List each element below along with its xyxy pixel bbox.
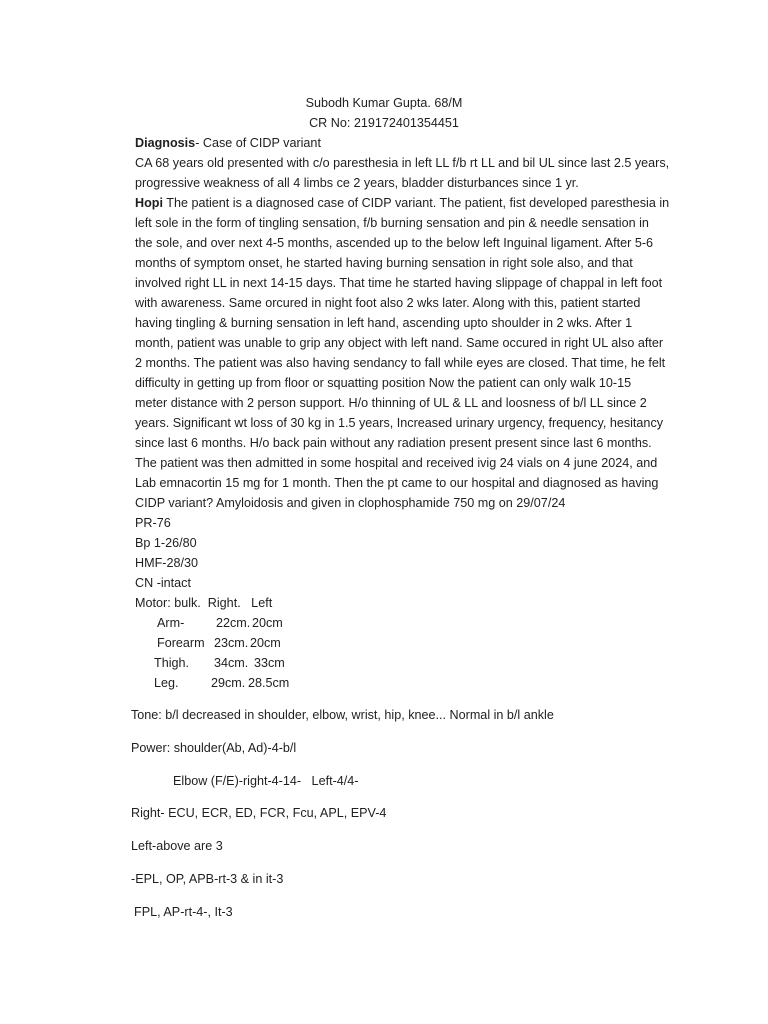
- diagnosis-line: [135, 133, 321, 153]
- hopi-line: months of symptom onset, he started having burning sensation in right sole also, and that: [135, 256, 633, 270]
- diagnosis-text: - Case of CIDP variant: [195, 136, 321, 150]
- vital-cn: CN -intact: [135, 576, 191, 590]
- motor-row-left: 28.5cm: [248, 676, 290, 690]
- hopi-line: The patient was then admitted in some hospital and received ivig 24 vials on 4 june 2024, and: [135, 456, 658, 470]
- diagnosis-label: Diagnosis: [135, 136, 196, 150]
- hopi-line: Lab emnacortin 15 mg for 1 month. Then the pt came to our hospital and diagnosed as having: [135, 476, 659, 490]
- hopi-line: 2 months. The patient was also having sendancy to fall while eyes are closed. That time, he felt: [135, 356, 666, 370]
- hopi-line: month, patient was unable to grip any object with left nand. Same occured in right UL also after: [135, 336, 664, 350]
- motor-row-right: 22cm.: [216, 616, 251, 630]
- power-line: Power: shoulder(Ab, Ad)-4-b/l: [131, 741, 297, 755]
- hopi-line: left sole in the form of tingling sensation, f/b burning sensation and pin & needle sensation in: [135, 216, 649, 230]
- hopi-line: involved right LL in next 14-15 days. That time he started having slippage of chappal in left foot: [135, 276, 663, 290]
- motor-row-part: Leg.: [154, 676, 179, 690]
- motor-row-left: 20cm: [252, 616, 283, 630]
- motor-row-right: 23cm.: [214, 636, 249, 650]
- summary-line: progressive weakness of all 4 limbs ce 2 years, bladder disturbances since 1 yr.: [135, 176, 579, 190]
- vital-bp: Bp 1-26/80: [135, 536, 197, 550]
- motor-row-right: 34cm.: [214, 656, 249, 670]
- motor-row-part: Arm-: [157, 616, 185, 630]
- hopi-first-line: [135, 193, 669, 213]
- hopi-first-text: The patient is a diagnosed case of CIDP variant. The patient, fist developed paresthesia in: [162, 196, 670, 210]
- hopi-line: meter distance with 2 person support. H/o thinning of UL & LL and loosness of b/l LL since 2: [135, 396, 647, 410]
- motor-row-left: 20cm: [250, 636, 281, 650]
- motor-row-part: Thigh.: [154, 656, 190, 670]
- epl-line: -EPL, OP, APB-rt-3 & in it-3: [131, 872, 284, 886]
- right-muscles-line: Right- ECU, ECR, ED, FCR, Fcu, APL, EPV-4: [131, 806, 387, 820]
- cr-number-line: CR No: 219172401354451: [309, 116, 459, 130]
- left-muscles-line: Left-above are 3: [131, 839, 223, 853]
- fpl-line: FPL, AP-rt-4-, It-3: [134, 905, 233, 919]
- hopi-line: CIDP variant? Amyloidosis and given in clophosphamide 750 mg on 29/07/24: [135, 496, 566, 510]
- tone-line: Tone: b/l decreased in shoulder, elbow, wrist, hip, knee... Normal in b/l ankle: [131, 708, 554, 722]
- hopi-label: Hopi: [135, 196, 163, 210]
- patient-name-line: Subodh Kumar Gupta. 68/M: [305, 96, 463, 110]
- summary-line: CA 68 years old presented with c/o paresthesia in left LL f/b rt LL and bil UL since last 2.5 years,: [135, 156, 670, 170]
- hopi-line: having tingling & burning sensation in left hand, ascending upto shoulder in 2 wks. After 1: [135, 316, 633, 330]
- hopi-line: since last 6 months. H/o back pain without any radiation present present since last 6 months.: [135, 436, 652, 450]
- motor-row-right: 29cm.: [211, 676, 246, 690]
- hopi-line: difficulty in getting up from floor or squatting position Now the patient can only walk 10-15: [135, 376, 632, 390]
- hopi-line: with awareness. Same orcured in night foot also 2 wks later. Along with this, patient started: [135, 296, 641, 310]
- motor-bulk-header: Motor: bulk. Right. Left: [135, 596, 273, 610]
- elbow-line: Elbow (F/E)-right-4-14- Left-4/4-: [173, 774, 359, 788]
- hopi-line: years. Significant wt loss of 30 kg in 1.5 years, Increased urinary urgency, frequency, hesitancy: [135, 416, 664, 430]
- vital-hmf: HMF-28/30: [135, 556, 198, 570]
- vital-pulse: PR-76: [135, 516, 171, 530]
- motor-row-part: Forearm: [157, 636, 205, 650]
- motor-row-left: 33cm: [254, 656, 285, 670]
- hopi-line: the sole, and over next 4-5 months, ascended up to the below left Inguinal ligament. After 5-6: [135, 236, 654, 250]
